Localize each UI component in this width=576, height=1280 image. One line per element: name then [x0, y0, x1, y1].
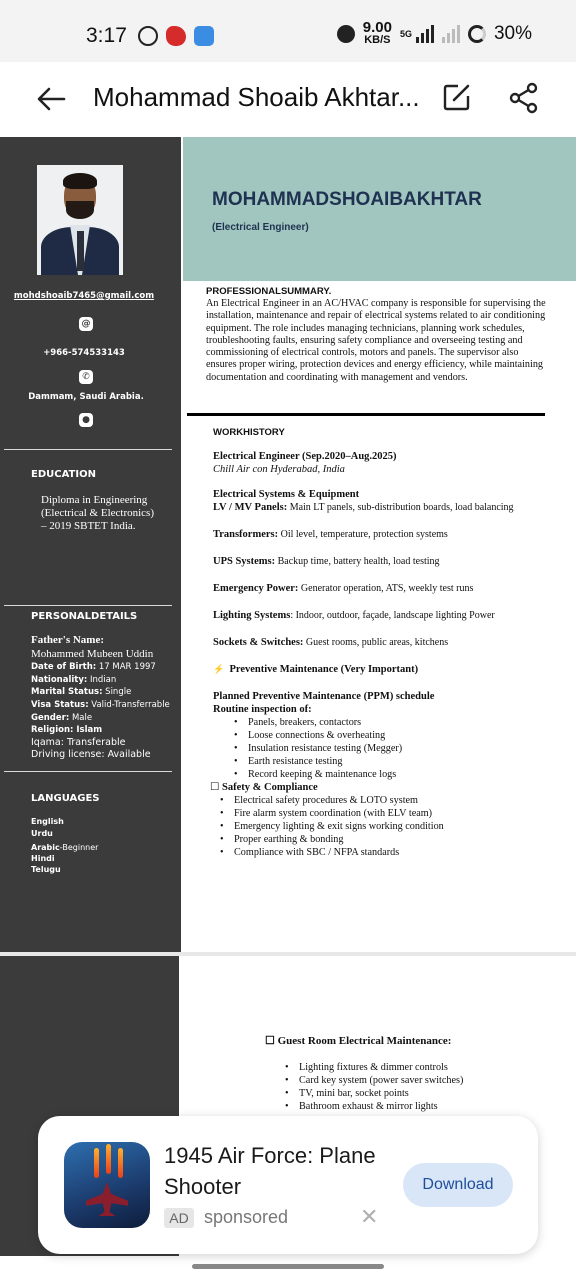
checkbox-icon: ☐ [265, 1035, 275, 1047]
alarm-icon [337, 25, 355, 43]
network-type: 5G [399, 29, 412, 39]
document-title: Mohammad Shoaib Akhtar... [93, 82, 420, 112]
summary-text: An Electrical Engineer in an AC/HVAC company is responsible for supervising the installation, maintenance and repair of electrical systems related to air conditioning equipment. The role includes managing technicians, planning work schedules, troubleshooting faults, ensuring safety compliance and overseeing testing and commissioning of electrical controls, motors and panels. The supervisor also ensures proper wiring, protection devices and energy efficiency, while maintaining documentation and coordinating with management and vendors. [206, 298, 546, 383]
summary-heading: PROFESSIONALSUMMARY. [206, 286, 332, 297]
gender-label: Gender: [31, 712, 70, 723]
location-pin-icon: ● [79, 413, 93, 427]
email-icon: @ [79, 317, 93, 331]
weather-icon [194, 26, 214, 46]
lightning-icon: ⚡ [213, 664, 225, 674]
visa-label: Visa Status: [31, 699, 89, 710]
list-item: • Loose connections & overheating [234, 729, 402, 742]
divider [4, 449, 172, 450]
language-item: Hindi [31, 854, 55, 863]
signal-icon [416, 25, 434, 43]
systems-section [213, 488, 558, 514]
dob-value: 17 MAR 1997 [98, 662, 156, 673]
battery-icon [468, 25, 486, 43]
list-item: • Electrical safety procedures & LOTO system [220, 794, 444, 807]
systems-heading: Electrical Systems & Equipment [213, 489, 360, 500]
back-arrow-icon[interactable] [36, 84, 66, 114]
education-heading: EDUCATION [31, 469, 96, 480]
driving-license: Driving license: Available [31, 749, 151, 761]
divider [4, 605, 172, 606]
preventive-maintenance-heading: ⚡ Preventive Maintenance (Very Important) [213, 664, 419, 675]
personal-details-heading: PERSONALDETAILS [31, 611, 138, 622]
religion: Religion: Islam [31, 725, 103, 736]
fathers-name-label: Father's Name: [31, 634, 105, 646]
guest-room-heading: ☐ Guest Room Electrical Maintenance: [265, 1035, 452, 1047]
download-button[interactable]: Download [403, 1163, 513, 1207]
home-indicator[interactable] [192, 1264, 384, 1269]
game-app-icon[interactable] [64, 1142, 150, 1228]
emergency-power-line: Emergency Power: Generator operation, ATS, weekly test runs [213, 583, 474, 594]
sponsored-label: sponsored [204, 1207, 289, 1227]
ups-line: UPS Systems: Backup time, battery health, load testing [213, 556, 440, 567]
contact-email[interactable]: mohdshoaib7465@gmail.com [13, 291, 155, 301]
candidate-name: MOHAMMADSHOAIBAKHTAR [212, 189, 482, 210]
list-item: • Panels, breakers, contactors [234, 716, 402, 729]
ad-title[interactable]: 1945 Air Force: Plane Shooter [164, 1143, 376, 1199]
fathers-name-value: Mohammed Mubeen Uddin [31, 647, 154, 660]
ad-badge: AD [164, 1208, 194, 1228]
list-item: • Earth resistance testing [234, 755, 402, 768]
list-item: • Emergency lighting & exit signs working condition [220, 820, 444, 833]
contact-phone: +966-574533143 [43, 348, 125, 358]
ppm-section: Planned Preventive Maintenance (PPM) schedule Routine inspection of: [213, 691, 435, 715]
edit-icon[interactable] [442, 82, 472, 112]
lighting-line: Lighting Systems: Indoor, outdoor, façade, landscape lighting Power [213, 610, 495, 621]
app-bar [0, 62, 576, 134]
work-history-heading: WORKHISTORY [213, 427, 285, 438]
list-item: • Insulation resistance testing (Megger) [234, 742, 402, 755]
status-bar [0, 0, 576, 62]
battery-level: 30% [493, 23, 532, 44]
job-entry [213, 450, 558, 476]
list-item: • Proper earthing & bonding [220, 833, 444, 846]
iqama: Iqama: Transferable [31, 736, 126, 748]
personal-details [31, 634, 171, 762]
visa-value: Valid-Transferrable [91, 699, 170, 710]
routine-list [234, 716, 402, 781]
list-item: • Bathroom exhaust & mirror lights [285, 1100, 463, 1113]
guest-room-list [285, 1061, 463, 1113]
gender-value: Male [71, 712, 93, 723]
list-item: • Compliance with SBC / NFPA standards [220, 846, 444, 859]
divider [4, 771, 172, 772]
sockets-line: Sockets & Switches: Guest rooms, public areas, kitchens [213, 637, 449, 648]
notification-icons [138, 26, 214, 46]
dob-label: Date of Birth: [31, 662, 97, 673]
language-item: Arabic-Beginner [31, 843, 99, 852]
list-item: • Fire alarm system coordination (with ELV team) [220, 807, 444, 820]
list-item: • Lighting fixtures & dimmer controls [285, 1061, 463, 1074]
candidate-role: (Electrical Engineer) [212, 222, 309, 233]
resume-sidebar [0, 137, 181, 952]
airtel-icon [166, 26, 186, 46]
nationality-label: Nationality: [31, 674, 88, 685]
contact-location: Dammam, Saudi Arabia. [28, 392, 144, 402]
system-icons [337, 19, 532, 46]
phone-icon: ✆ [79, 370, 93, 384]
profile-photo [37, 165, 123, 275]
network-speed: 9.00 KB/S [362, 19, 392, 46]
ad-banner[interactable] [38, 1116, 538, 1254]
whatsapp-icon [138, 26, 158, 46]
marital-label: Marital Status: [31, 687, 103, 698]
language-item: Urdu [31, 829, 53, 838]
nationality-value: Indian [90, 674, 117, 685]
job-title: Electrical Engineer (Sep.2020–Aug.2025) [213, 451, 397, 462]
checkbox-icon: ☐ [210, 782, 220, 793]
share-icon[interactable] [508, 82, 540, 114]
resume-page-1 [0, 137, 576, 952]
languages-list [31, 816, 98, 876]
safety-list [220, 794, 444, 859]
status-time: 3:17 [86, 24, 127, 47]
list-item: • Card key system (power saver switches) [285, 1074, 463, 1087]
lv-label: LV / MV Panels: [213, 502, 288, 513]
marital-value: Single [105, 687, 132, 698]
list-item: • TV, mini bar, socket points [285, 1087, 463, 1100]
languages-heading: LANGUAGES [31, 793, 100, 804]
lv-text: Main LT panels, sub-distribution boards, load balancing [287, 502, 514, 513]
language-item: Telugu [31, 865, 61, 874]
signal-2-icon [442, 25, 460, 43]
safety-heading: ☐ Safety & Compliance [210, 782, 318, 793]
education-text: Diploma in Engineering (Electrical & Electronics) – 2019 SBTET India. [41, 494, 154, 532]
close-icon[interactable]: ✕ [360, 1204, 379, 1229]
transformers-line: Transformers: Oil level, temperature, protection systems [213, 529, 448, 540]
list-item: • Record keeping & maintenance logs [234, 768, 402, 781]
section-divider [187, 413, 545, 416]
language-item: English [31, 817, 64, 826]
company-name: Chill Air con Hyderabad, India [213, 464, 345, 475]
